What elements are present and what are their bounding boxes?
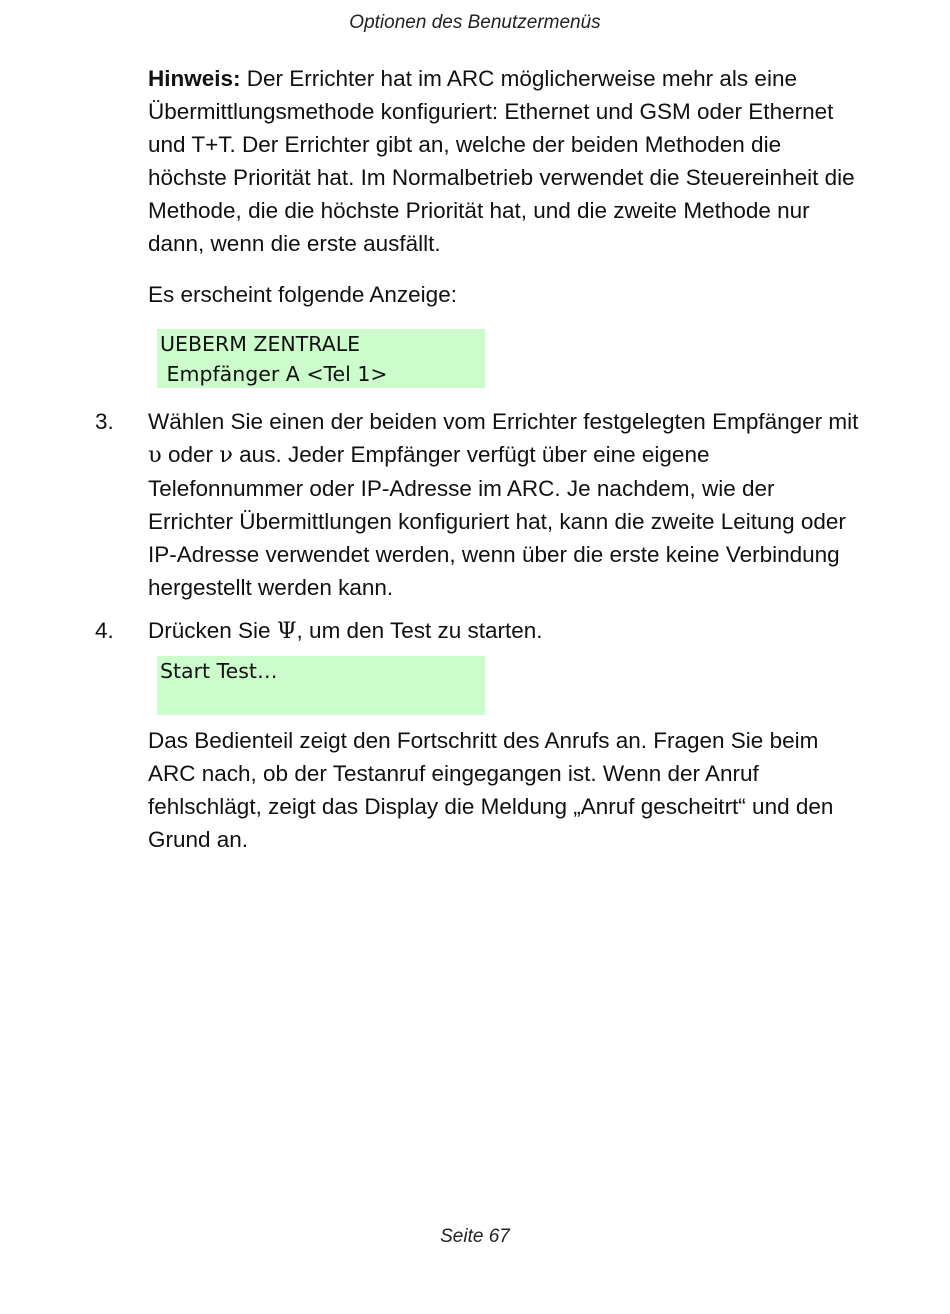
step-4-part-2: , um den Test zu starten. bbox=[296, 618, 543, 643]
note-text: Der Errichter hat im ARC möglicherweise mehr als eine Übermittlungsmethode konfiguriert: Ethernet und GSM oder Ethernet und T+T. Der Errichter gibt an, welche der beiden Methoden die höchste Priorität hat. Im Normalbetrieb verwendet die Steuereinheit die Methode, die die höchste Priorität hat, und die zweite Methode nur dann, wenn die erste ausfällt. bbox=[148, 66, 855, 256]
display-line-1: Start Test… bbox=[160, 659, 278, 683]
intro-text: Es erscheint folgende Anzeige: bbox=[148, 282, 457, 307]
note-label: Hinweis: bbox=[148, 66, 241, 91]
down-arrow-key-icon: ν bbox=[219, 442, 233, 468]
step-4-part-1: Drücken Sie bbox=[148, 618, 277, 643]
step-3-part-3: aus. Jeder Empfänger verfügt über eine eigene Telefonnummer oder IP-Adresse im ARC. Je nachdem, wie der Errichter Übermittlungen konfiguriert hat, kann die zweite Leitung oder IP-Adresse verwendet werden, wenn über die erste keine Verbindung hergestellt werden kann. bbox=[148, 442, 846, 600]
keypad-display-transmission bbox=[157, 329, 485, 388]
display-line-2: Empfänger A <Tel 1> bbox=[160, 362, 388, 386]
keypad-display-test bbox=[157, 656, 485, 715]
page-number: Seite 67 bbox=[440, 1226, 510, 1247]
step-number-4: 4. bbox=[95, 618, 114, 643]
display-line-1: UEBERM ZENTRALE bbox=[160, 332, 361, 356]
note-paragraph bbox=[148, 62, 863, 260]
step-3-part-1: Wählen Sie einen der beiden vom Errichter festgelegten Empfänger mit bbox=[148, 409, 859, 434]
enter-key-icon: Ψ bbox=[276, 618, 297, 644]
closing-paragraph: Das Bedienteil zeigt den Fortschritt des Anrufs an. Fragen Sie beim ARC nach, ob der Testanruf eingegangen ist. Wenn der Anruf fehlschlägt, zeigt das Display die Meldung „Anruf gescheitrt“ und den Grund an. bbox=[148, 728, 834, 852]
step-4-text bbox=[148, 614, 863, 648]
step-3-part-2: oder bbox=[161, 442, 220, 467]
page-header: Optionen des Benutzermenüs bbox=[349, 12, 601, 33]
step-number-3: 3. bbox=[95, 409, 114, 434]
step-3-text bbox=[148, 405, 863, 604]
up-arrow-key-icon: υ bbox=[148, 442, 162, 468]
